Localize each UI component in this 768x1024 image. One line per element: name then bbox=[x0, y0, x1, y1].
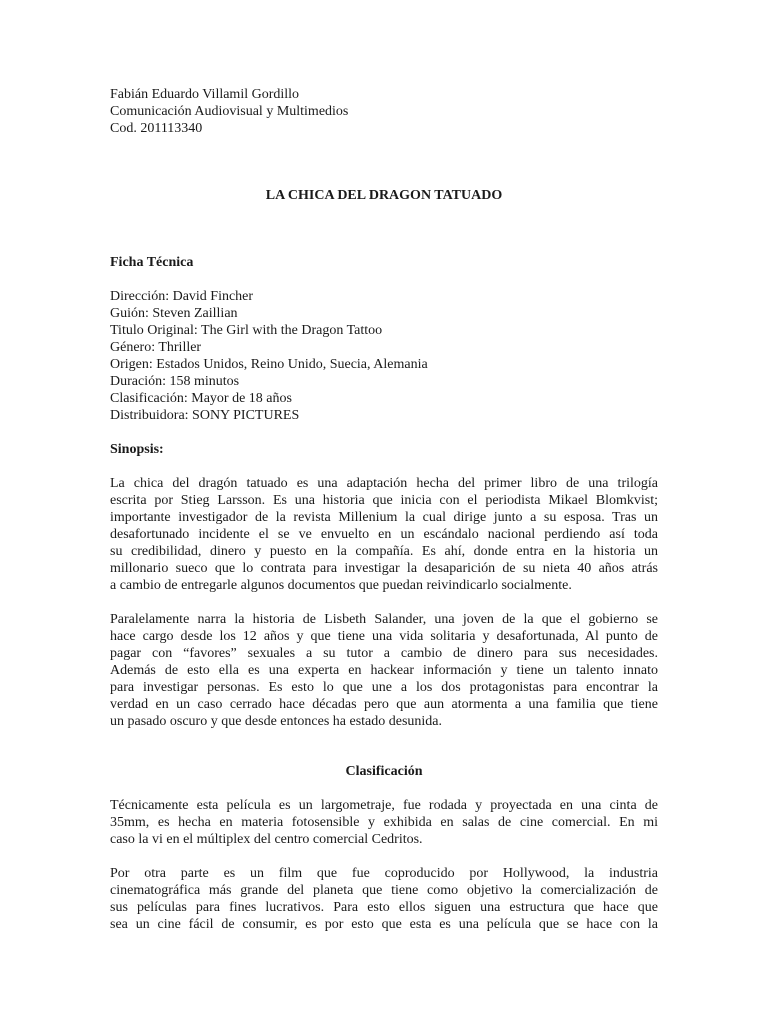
paragraph-line: sus películas para fines lucrativos. Para esto ellos siguen una estructura que hace que bbox=[110, 900, 658, 915]
ficha-tecnica-heading: Ficha Técnica bbox=[110, 255, 194, 270]
clasificacion-paragraph-2 bbox=[110, 865, 658, 933]
paragraph-line: caso la vi en el múltiplex del centro comercial Cedritos. bbox=[110, 832, 423, 847]
sinopsis-paragraph-2 bbox=[110, 611, 658, 730]
paragraph-line: sea un cine fácil de consumir, es por esto que esta es una película que se hace con la bbox=[110, 917, 658, 932]
ficha-tecnica-list bbox=[110, 288, 658, 424]
clasificacion-heading: Clasificación bbox=[345, 764, 423, 779]
paragraph-line: Por otra parte es un film que fue coproducido por Hollywood, la industria bbox=[110, 866, 658, 881]
paragraph-line: para investigar personas. Es esto lo que une a los dos protagonistas para encontrar la bbox=[110, 680, 658, 695]
author-block bbox=[110, 86, 658, 137]
program-name: Comunicación Audiovisual y Multimedios bbox=[110, 104, 349, 119]
ficha-item: Guión: Steven Zaillian bbox=[110, 306, 238, 321]
document-body bbox=[110, 86, 658, 950]
paragraph-line: verdad en un caso cerrado hace décadas pero que aun atormenta a una familia que tiene bbox=[110, 697, 658, 712]
paragraph-line: Paralelamente narra la historia de Lisbeth Salander, una joven de la que el gobierno se bbox=[110, 612, 658, 627]
sinopsis-paragraph-1 bbox=[110, 475, 658, 594]
clasificacion-paragraph-1 bbox=[110, 797, 658, 848]
ficha-item: Género: Thriller bbox=[110, 340, 202, 355]
author-name: Fabián Eduardo Villamil Gordillo bbox=[110, 87, 300, 102]
ficha-item: Origen: Estados Unidos, Reino Unido, Suecia, Alemania bbox=[110, 357, 428, 372]
ficha-item: Dirección: David Fincher bbox=[110, 289, 254, 304]
ficha-item: Titulo Original: The Girl with the Dragon Tattoo bbox=[110, 323, 383, 338]
sinopsis-heading: Sinopsis: bbox=[110, 442, 164, 457]
ficha-item: Clasificación: Mayor de 18 años bbox=[110, 391, 292, 406]
ficha-item: Distribuidora: SONY PICTURES bbox=[110, 408, 300, 423]
document-title: LA CHICA DEL DRAGON TATUADO bbox=[265, 188, 503, 203]
paragraph-line: La chica del dragón tatuado es una adaptación hecha del primer libro de una trilogía bbox=[110, 476, 658, 491]
paragraph-line: pagar con “favores” sexuales a su tutor a cambio de dinero para sus necesidades. bbox=[110, 646, 658, 661]
paragraph-line: hace cargo desde los 12 años y que tiene una vida solitaria y desafortunada, Al punto de bbox=[110, 629, 658, 644]
ficha-item: Duración: 158 minutos bbox=[110, 374, 240, 389]
paragraph-line: Técnicamente esta película es un largometraje, fue rodada y proyectada en una cinta de bbox=[110, 798, 658, 813]
paragraph-line: un pasado oscuro y que desde entonces ha estado desunida. bbox=[110, 714, 443, 729]
paragraph-line: importante investigador de la revista Millenium la cual dirige junto a su esposa. Tras un bbox=[110, 510, 658, 525]
paragraph-line: a cambio de entregarle algunos documentos que puedan reivindicarlo socialmente. bbox=[110, 578, 572, 593]
paragraph-line: Además de esto ella es una experta en hackear información y tiene un talento innato bbox=[110, 663, 658, 678]
student-code: Cod. 201113340 bbox=[110, 121, 203, 136]
paragraph-line: millonario sueco que lo contrata para investigar la desaparición de su nieta 40 años atrás bbox=[110, 561, 658, 576]
paragraph-line: escrita por Stieg Larsson. Es una historia que inicia con el periodista Mikael Blomkvist; bbox=[110, 493, 658, 508]
paragraph-line: cinematográfica más grande del planeta que tiene como objetivo la comercialización de bbox=[110, 883, 658, 898]
paragraph-line: desafortunado incidente el se ve envuelto en un escándalo nacional perdiendo así toda bbox=[110, 527, 658, 542]
paragraph-line: 35mm, es hecha en materia fotosensible y exhibida en salas de cine comercial. En mi bbox=[110, 815, 658, 830]
paragraph-line: su credibilidad, dinero y puesto en la compañía. Es ahí, donde entra en la historia un bbox=[110, 544, 658, 559]
